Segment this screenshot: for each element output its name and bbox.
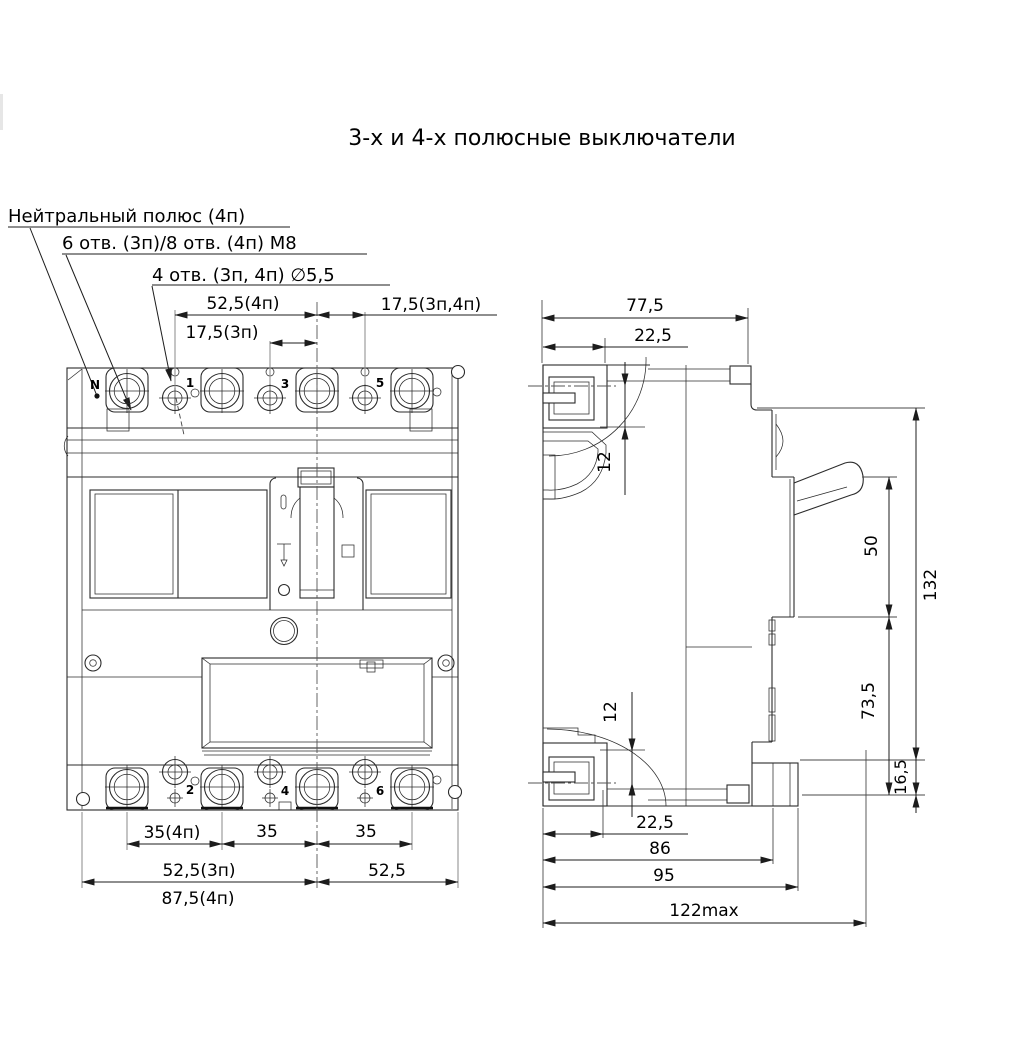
dim-35-4p: 35(4п) <box>143 823 201 843</box>
page-edge-artifact <box>0 94 3 130</box>
terminal-pad-2 <box>200 765 244 809</box>
off-mark-icon <box>279 585 290 596</box>
callout-mount-holes-label: 4 отв. (3п, 4п) ∅5,5 <box>152 265 335 286</box>
terminal-label-3: 3 <box>280 377 290 391</box>
terminal-lugs <box>607 366 751 803</box>
callout-m8-holes-label: 6 отв. (3п)/8 отв. (4п) М8 <box>62 233 297 254</box>
front-view <box>64 294 497 909</box>
dim-87-4p: 87,5(4п) <box>161 889 235 909</box>
cover-screw-right <box>438 655 454 671</box>
side-handle <box>794 462 863 515</box>
dim-50: 50 <box>862 535 882 557</box>
terminal-label-4: 4 <box>280 784 290 798</box>
dim-95: 95 <box>653 866 675 886</box>
dim-86: 86 <box>649 839 671 859</box>
dim-12-bottom: 12 <box>601 701 621 723</box>
front-bottom-terminals <box>105 756 441 810</box>
front-top-terminals <box>90 368 441 431</box>
top-terminal-section <box>528 357 646 499</box>
dim-52: 52,5 <box>368 861 406 881</box>
terminal-pad-6 <box>390 765 434 809</box>
leader-dot <box>94 393 99 398</box>
mounting-foot <box>752 763 798 806</box>
callout-mount-holes <box>152 265 390 435</box>
front-mid-panel <box>90 468 451 610</box>
dim-132: 132 <box>921 568 941 602</box>
trip-mark-icon <box>277 544 291 566</box>
dim-35-b: 35 <box>355 822 377 842</box>
dim-16: 16,5 <box>891 759 910 795</box>
terminal-pad-b1 <box>105 765 149 809</box>
side-view-dimensions <box>542 296 941 928</box>
front-view-body <box>64 366 464 811</box>
dim-52-4p: 52,5(4п) <box>206 294 280 314</box>
terminal-label-2: 2 <box>185 783 195 797</box>
terminal-pad-5 <box>390 369 434 413</box>
dim-52-3p: 52,5(3п) <box>162 861 236 881</box>
cover-screw-left <box>85 655 101 671</box>
side-front-profile <box>751 384 863 806</box>
side-view <box>528 296 941 928</box>
terminal-label-1: 1 <box>185 376 195 390</box>
side-view-body <box>528 357 863 806</box>
test-button <box>271 618 298 645</box>
dim-122: 122max <box>669 901 739 921</box>
terminal-label-n: N <box>89 378 101 392</box>
page-title: 3-х и 4-х полюсные выключатели <box>348 126 736 151</box>
dim-17-3p: 17,5(3п) <box>185 323 259 343</box>
bottom-terminal-section <box>528 728 666 806</box>
terminal-label-5: 5 <box>375 376 385 390</box>
reset-window <box>342 545 354 557</box>
dim-77: 77,5 <box>626 296 664 316</box>
on-mark-icon <box>281 495 286 509</box>
callout-neutral-pole-label: Нейтральный полюс (4п) <box>8 206 246 227</box>
terminal-label-6: 6 <box>375 784 385 798</box>
dim-22-top: 22,5 <box>634 326 672 346</box>
dim-35-a: 35 <box>256 822 278 842</box>
dim-17-3p4p: 17,5(3п,4п) <box>380 295 482 315</box>
dim-73: 73,5 <box>859 682 879 720</box>
small-hole <box>191 389 199 397</box>
dim-12-top: 12 <box>595 451 615 473</box>
dim-22-bottom: 22,5 <box>636 813 674 833</box>
terminal-pad-n <box>105 369 149 413</box>
small-hole <box>433 388 441 396</box>
callout-m8-holes <box>62 233 367 410</box>
terminal-pad-1 <box>200 369 244 413</box>
small-hole <box>433 776 441 784</box>
